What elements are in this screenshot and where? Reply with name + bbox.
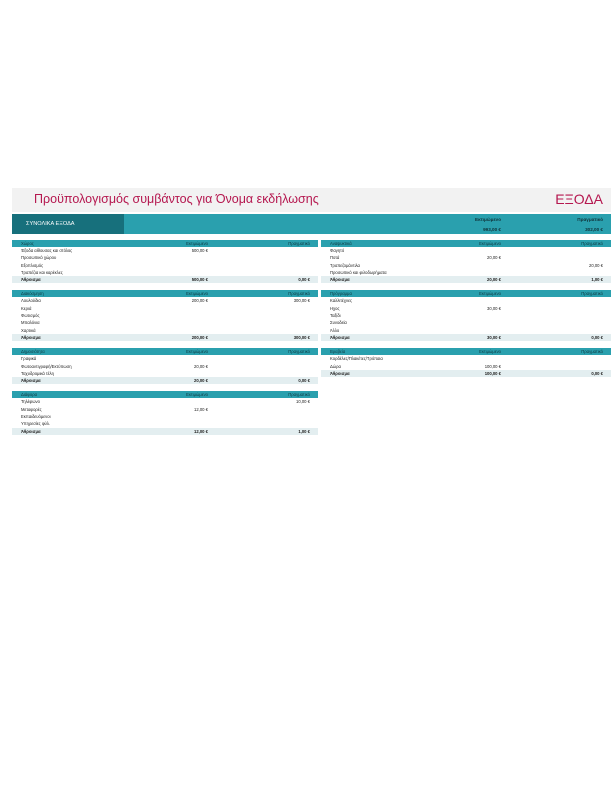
table-cell: Προσωπικό και φιλοδωρήματα <box>330 269 387 275</box>
total-cell: 30,00 € <box>487 334 501 340</box>
table-header <box>12 240 318 247</box>
header-cell: Πραγματικό <box>288 291 310 297</box>
table-header <box>321 290 611 297</box>
table-row <box>12 363 318 370</box>
table-row <box>12 413 318 420</box>
header-cell: Πραγματικό <box>288 392 310 398</box>
table-header <box>12 348 318 355</box>
table-cell: 30,00 € <box>487 305 501 311</box>
table-cell: Έξοδα αίθουσας και στόλος <box>21 248 73 253</box>
table-cell: Προσωπικό χώρου <box>21 255 57 261</box>
header-cell: Εκτιμώμενο <box>186 392 208 398</box>
total-cell: 20,00 € <box>487 277 501 283</box>
table-cell: 12,00 € <box>194 406 208 412</box>
table-cell: 200,00 € <box>191 298 208 304</box>
header-cell: Πραγματικό <box>288 241 310 246</box>
table-cell: Φαγητό <box>330 248 345 253</box>
table-cell: 10,00 € <box>296 399 310 405</box>
table-row <box>12 247 318 254</box>
total-row <box>321 370 611 377</box>
sheet-header <box>12 188 611 212</box>
header-cell: Εκτιμώμενο <box>479 349 501 355</box>
table-row <box>12 319 318 326</box>
total-cell: 0,00 € <box>298 378 310 384</box>
total-cell: 100,00 € <box>484 370 501 376</box>
budget-table <box>321 290 611 341</box>
total-cell: Άθροισμα <box>330 370 350 376</box>
header-cell: Πραγματικό <box>581 349 603 355</box>
budget-table <box>321 348 611 377</box>
total-row <box>12 428 318 435</box>
table-cell: Ποτά <box>330 255 340 261</box>
table-cell: Ταξίδι <box>330 313 341 319</box>
table-row <box>12 254 318 261</box>
table-cell: Τραπεζομάντιλα <box>330 262 360 268</box>
total-cell: Άθροισμα <box>21 334 41 340</box>
budget-table <box>12 348 318 384</box>
total-row <box>12 276 318 283</box>
table-row <box>321 305 611 312</box>
table-cell: Χαρτικά <box>21 327 36 333</box>
total-expenses-label: ΣΥΝΟΛΙΚΑ ΕΞΟΔΑ <box>12 214 124 234</box>
total-row <box>321 276 611 283</box>
table-row <box>12 370 318 377</box>
total-cell: 200,00 € <box>191 334 208 340</box>
expenses-badge: ΕΞΟΔΑ <box>555 191 603 207</box>
table-cell: Καλλιτέχνες <box>330 298 352 304</box>
table-row <box>12 398 318 405</box>
table-row <box>12 305 318 312</box>
total-cell: 300,00 € <box>293 334 310 340</box>
budget-sheet <box>12 188 611 434</box>
table-row <box>12 327 318 334</box>
table-row <box>12 406 318 413</box>
table-cell: Ηχος <box>330 305 340 311</box>
table-cell: Γραφικά <box>21 356 37 362</box>
table-header <box>321 348 611 355</box>
table-cell: Ταχυδρομικά τέλη <box>21 370 54 376</box>
header-cell: Δημοσιότητα <box>21 349 45 355</box>
table-cell: Λουλούδια <box>21 298 41 304</box>
header-cell: Εκτιμώμενο <box>479 241 501 246</box>
table-header <box>12 290 318 297</box>
header-cell: Εκτιμώμενο <box>479 291 501 297</box>
table-cell: 20,00 € <box>194 363 208 369</box>
total-cell: Άθροισμα <box>21 277 41 283</box>
table-cell: Άλλο <box>330 327 340 333</box>
total-cell: Άθροισμα <box>330 334 350 340</box>
budget-table <box>12 240 318 283</box>
table-cell: Τραπέζια και καρέκλες <box>21 269 63 275</box>
header-cell: Αναψυκτικά <box>330 241 352 246</box>
table-row <box>12 312 318 319</box>
total-row <box>12 377 318 384</box>
table-cell: Τηλέφωνο <box>21 399 40 405</box>
header-cell: Πραγματικό <box>288 349 310 355</box>
total-cell: 0,00 € <box>591 334 603 340</box>
table-row <box>12 297 318 304</box>
table-row <box>12 420 318 427</box>
total-cell: 20,00 € <box>194 378 208 384</box>
table-cell: Υπηρεσίες φύλ. <box>21 421 51 427</box>
header-cell: Πρόγραμμα <box>330 291 352 297</box>
table-cell: Συνοδεία <box>330 320 347 326</box>
table-cell: Μεταφορές <box>21 406 42 412</box>
table-row <box>321 319 611 326</box>
table-cell: 300,00 € <box>293 298 310 304</box>
table-cell: 500,00 € <box>191 248 208 253</box>
total-cell: Άθροισμα <box>21 378 41 384</box>
table-header <box>12 391 318 398</box>
budget-table <box>12 290 318 341</box>
total-cell: 1,00 € <box>591 277 603 283</box>
table-row <box>321 312 611 319</box>
total-row <box>321 334 611 341</box>
header-cell: Εκτιμώμενο <box>186 291 208 297</box>
total-cell: 0,00 € <box>591 370 603 376</box>
header-cell: Πραγματικό <box>581 241 603 246</box>
total-cell: Άθροισμα <box>21 428 41 434</box>
header-cell: Χώρος <box>21 241 34 246</box>
header-cell: Βραβεία <box>330 349 346 355</box>
header-cell: Εκτιμώμενο <box>186 241 208 246</box>
header-cell: Διάφορα <box>21 392 37 398</box>
budget-table <box>321 240 611 283</box>
table-cell: 20,00 € <box>589 262 603 268</box>
table-cell: Φωτισμός <box>21 313 40 319</box>
table-cell: Εκπαιδευόμενοι <box>21 414 51 420</box>
total-cell: Άθροισμα <box>330 277 350 283</box>
total-cell: 1,00 € <box>298 428 310 434</box>
table-row <box>12 355 318 362</box>
table-row <box>321 262 611 269</box>
header-cell: Διακόσμηση <box>21 291 44 297</box>
table-cell: Δώρα <box>330 363 341 369</box>
table-row <box>321 247 611 254</box>
page-title: Προϋπολογισμός συμβάντος για Όνομα εκδήλωσης <box>34 192 319 206</box>
total-row <box>12 334 318 341</box>
table-row <box>321 297 611 304</box>
right-column <box>321 240 611 384</box>
table-header <box>321 240 611 247</box>
header-cell: Εκτιμώμενο <box>186 349 208 355</box>
table-row <box>321 269 611 276</box>
table-row <box>12 262 318 269</box>
total-estimated: Εκτιμώμενο 993,00 € <box>475 217 501 232</box>
table-cell: Κορδέλες/Πλακέτες/Τρόπαια <box>330 356 383 362</box>
table-cell: 100,00 € <box>484 363 501 369</box>
table-cell: Εξοπλισμός <box>21 262 44 268</box>
table-row <box>12 269 318 276</box>
total-cell: 500,00 € <box>191 277 208 283</box>
table-cell: Κεριά <box>21 305 32 311</box>
table-row <box>321 355 611 362</box>
total-expenses-bar <box>12 214 611 234</box>
header-cell: Πραγματικό <box>581 291 603 297</box>
table-cell: Φωτοαντιγραφή/Εκτύπωση <box>21 363 72 369</box>
total-cell: 12,00 € <box>194 428 208 434</box>
budget-table <box>12 391 318 434</box>
total-actual: Πραγματικό 302,00 € <box>577 217 603 232</box>
table-cell: 20,00 € <box>487 255 501 261</box>
left-column <box>12 240 318 442</box>
table-cell: Μπαλόνια <box>21 320 40 326</box>
total-cell: 0,00 € <box>298 277 310 283</box>
table-row <box>321 327 611 334</box>
table-row <box>321 363 611 370</box>
table-row <box>321 254 611 261</box>
